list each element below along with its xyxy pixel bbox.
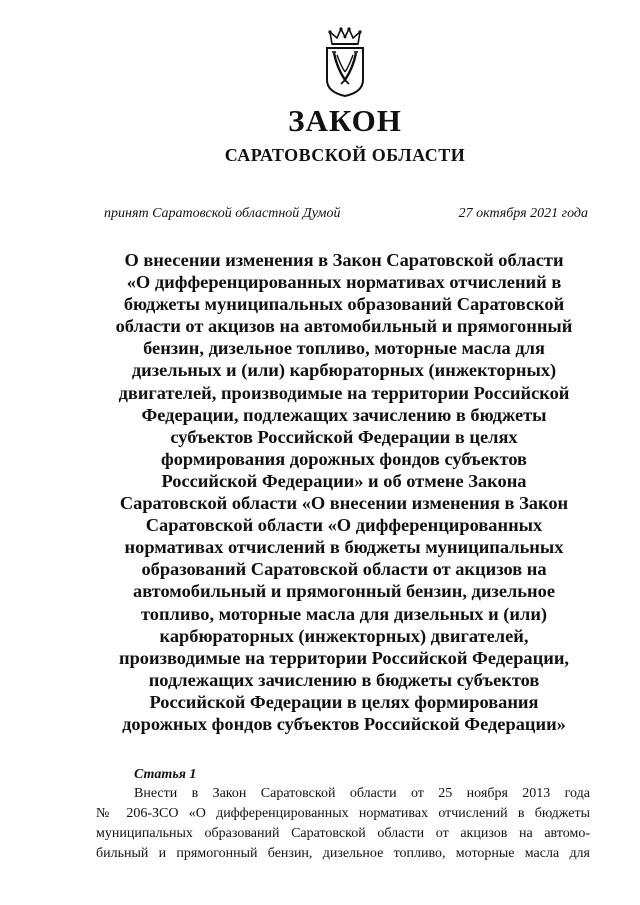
heading-line: Федерации, подлежащих зачислению в бюджеты bbox=[141, 404, 547, 425]
heading-line: субъектов Российской Федерации в целях bbox=[170, 426, 518, 447]
region-name: САРАТОВСКОЙ ОБЛАСТИ bbox=[224, 145, 466, 165]
heading-line: Российской Федерации в целях формирования bbox=[149, 691, 539, 712]
heading-line: формирования дорожных фондов субъектов bbox=[160, 448, 527, 469]
body-line: Внести в Закон Саратовской области от 25 ноября 2013 года bbox=[134, 786, 590, 801]
adopted-by: принят Саратовской областной Думой bbox=[104, 206, 341, 221]
heading-line: нормативах отчислений в бюджеты муниципальных bbox=[124, 537, 564, 558]
body-line: муниципальных образований Саратовской области от акцизов на автомо- bbox=[96, 826, 590, 841]
law-heading bbox=[96, 249, 592, 735]
heading-line: Российской Федерации» и об отмене Закона bbox=[161, 470, 527, 491]
heading-line: бюджеты муниципальных образований Саратовской bbox=[123, 294, 565, 315]
body-line: № 206-ЗСО «О дифференцированных нормативах отчислений в бюджеты bbox=[96, 806, 590, 821]
heading-line: образований Саратовской области от акцизов на bbox=[141, 559, 547, 580]
heading-line: области от акцизов на автомобильный и прямогонный bbox=[115, 316, 573, 337]
heading-line: автомобильный и прямогонный бензин, дизельное bbox=[133, 581, 555, 602]
adoption-date: 27 октября 2021 года bbox=[458, 206, 588, 221]
body-line: бильный и прямогонный бензин, дизельное топливо, моторные масла для bbox=[96, 846, 590, 861]
saratov-coat-of-arms-icon bbox=[323, 26, 367, 98]
heading-line: подлежащих зачислению в бюджеты субъектов bbox=[148, 669, 540, 690]
heading-line: «О дифференцированных нормативах отчислений в bbox=[126, 272, 562, 293]
heading-line: производимые на территории Российской Федерации, bbox=[118, 647, 570, 668]
heading-line: дорожных фондов субъектов Российской Федерации» bbox=[122, 713, 566, 734]
heading-line: Саратовской области «О дифференцированных bbox=[145, 515, 543, 536]
heading-line: карбюраторных (инжекторных) двигателей, bbox=[159, 625, 529, 646]
heading-line: дизельных и (или) карбюраторных (инжекторных) bbox=[131, 360, 557, 381]
heading-line: бензин, дизельное топливо, моторные масла для bbox=[143, 338, 545, 359]
article-label: Статья 1 bbox=[134, 767, 197, 782]
heading-line: топливо, моторные масла для дизельных и (или) bbox=[140, 603, 548, 624]
law-title: ЗАКОН bbox=[288, 103, 402, 138]
article-body bbox=[96, 784, 590, 864]
heading-line: Саратовской области «О внесении изменения в Закон bbox=[119, 493, 569, 514]
heading-line: двигателей, производимые на территории Российской bbox=[118, 382, 570, 403]
heading-line: О внесении изменения в Закон Саратовской области bbox=[124, 250, 564, 270]
